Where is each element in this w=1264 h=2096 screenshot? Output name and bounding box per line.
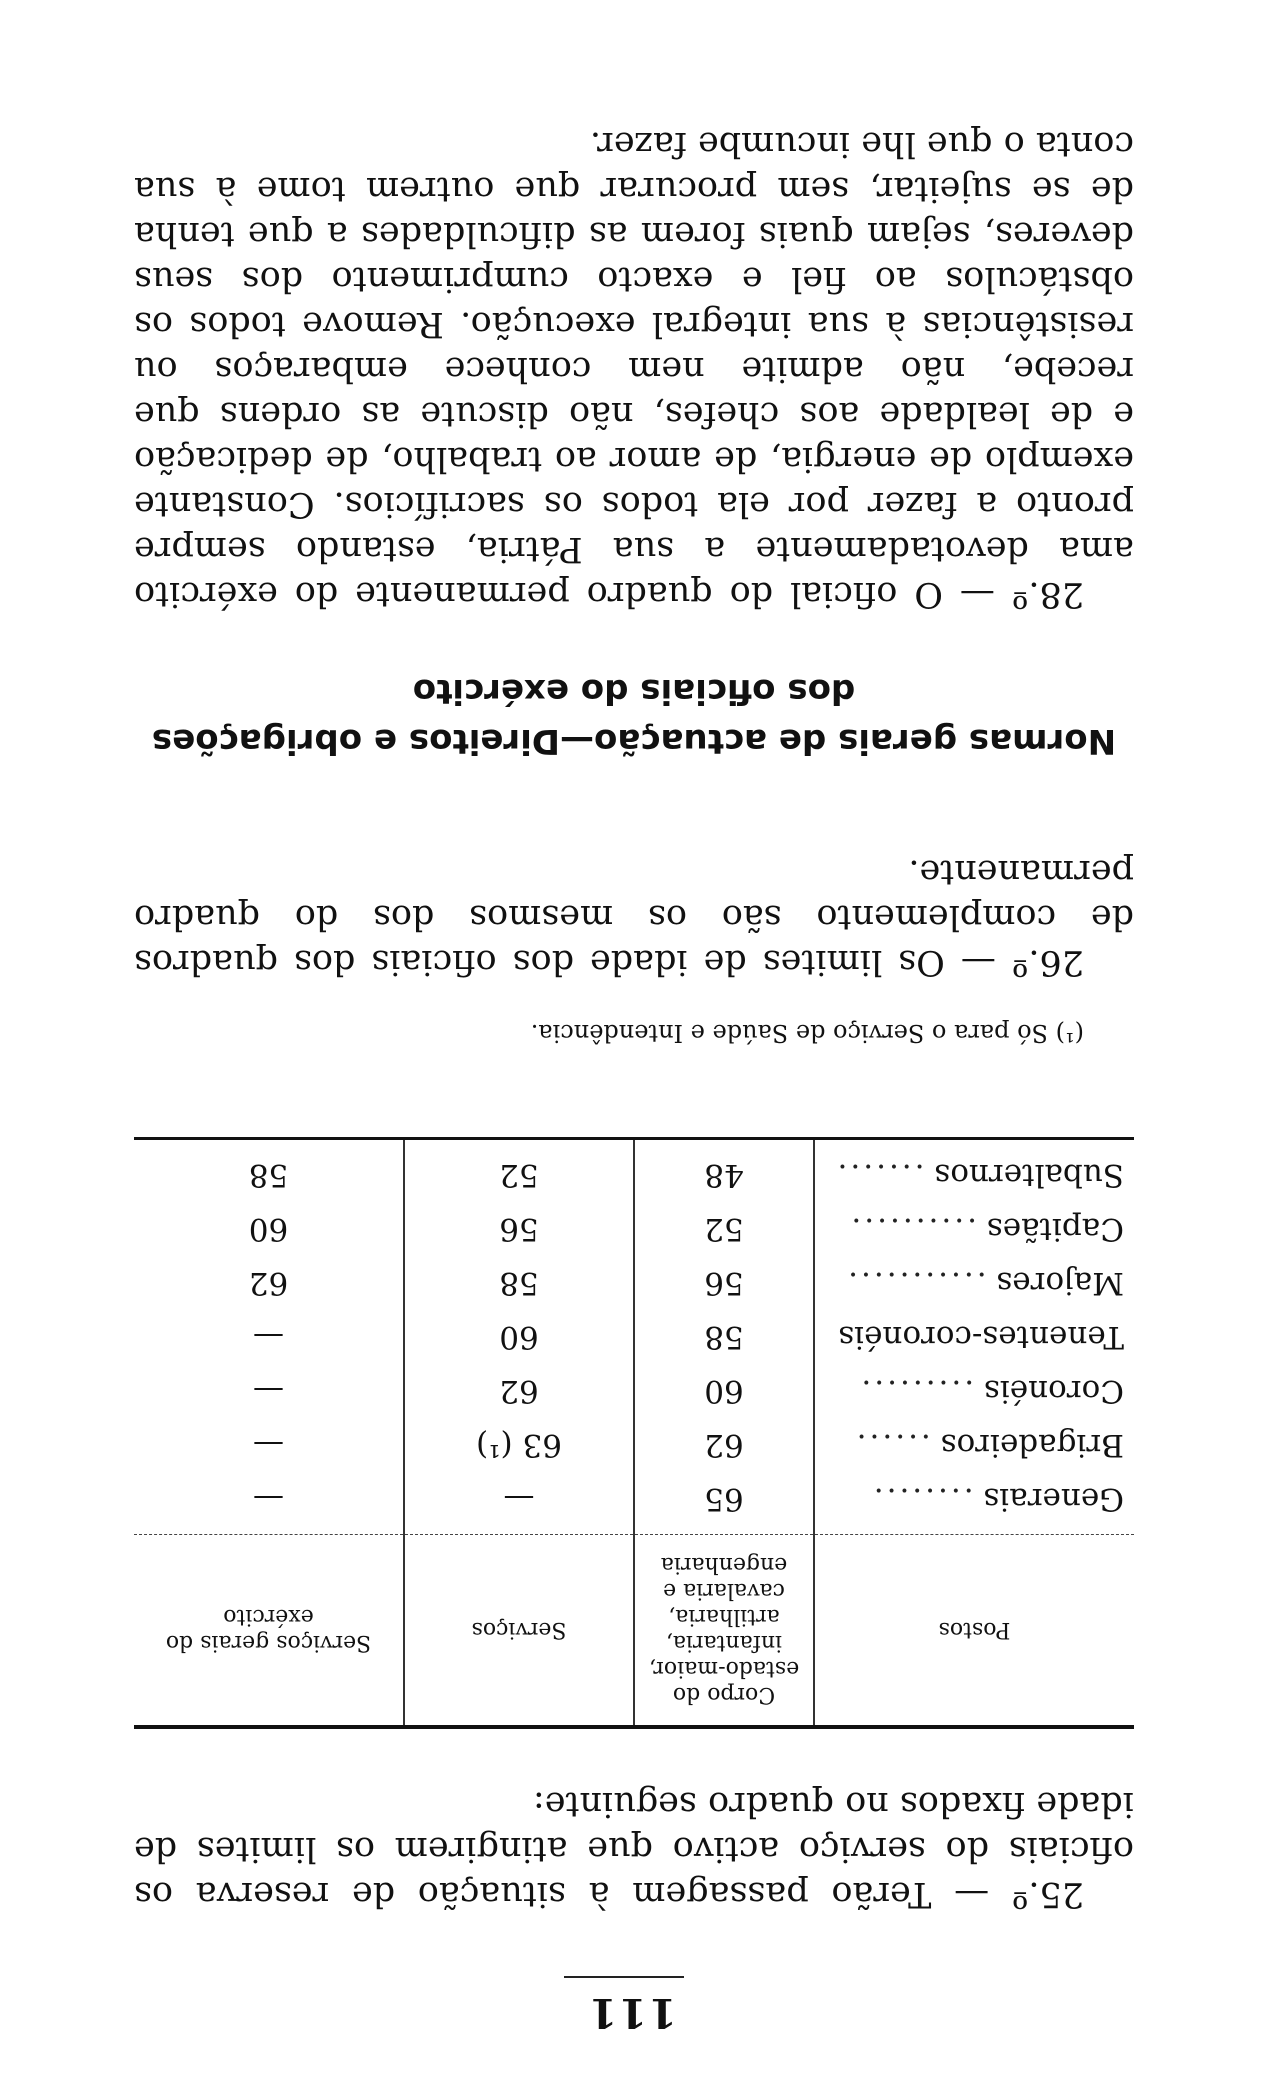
servicos-cell: 60 — [404, 1310, 634, 1364]
gerais-cell: 58 — [134, 1139, 404, 1203]
section-heading — [134, 666, 1134, 766]
table-header-row — [134, 1535, 1134, 1728]
corpo-cell: 58 — [634, 1310, 814, 1364]
dot-leader: ....... — [834, 1157, 925, 1193]
paragraph-25: 25.º — Terão passagem à situação de reserva os oficiais do serviço activo que atingirem os limites de idade fixados no quadro seguinte: — [134, 1784, 1134, 1914]
table-row — [134, 1418, 1134, 1472]
rank-label: Coronéis — [984, 1373, 1124, 1409]
table-row — [134, 1310, 1134, 1364]
rank-cell — [814, 1418, 1134, 1472]
rank-label: Tenentes-coronéis — [838, 1319, 1124, 1355]
servicos-cell: — — [404, 1472, 634, 1535]
age-limits-table-wrapper — [134, 1137, 1134, 1729]
gerais-cell: 60 — [134, 1202, 404, 1256]
gerais-cell: — — [134, 1364, 404, 1418]
rank-cell — [814, 1256, 1134, 1310]
table-footnote: (¹) Só para o Serviço de Saúde e Intendência. — [530, 1019, 1084, 1047]
header-servicos-gerais: Serviços gerais do exército — [134, 1535, 404, 1728]
table-row — [134, 1139, 1134, 1203]
header-corpo: Corpo do estado-maior, infantaria, artilharia, cavalaria e engenharia — [634, 1535, 814, 1728]
corpo-cell: 48 — [634, 1139, 814, 1203]
dot-leader: ......... — [858, 1373, 975, 1409]
table-row — [134, 1472, 1134, 1535]
gerais-cell: — — [134, 1418, 404, 1472]
dot-leader: ........ — [870, 1481, 974, 1517]
corpo-cell: 52 — [634, 1202, 814, 1256]
page-number-rule — [564, 1976, 684, 1978]
rank-label: Brigadeiros — [940, 1427, 1124, 1463]
age-limits-table — [134, 1137, 1134, 1729]
rank-label: Subalternos — [934, 1157, 1124, 1193]
rank-label: Generais — [983, 1481, 1124, 1517]
corpo-cell: 56 — [634, 1256, 814, 1310]
header-servicos: Serviços — [404, 1535, 634, 1728]
servicos-cell: 63 (¹) — [404, 1418, 634, 1472]
dot-leader: .......... — [848, 1211, 977, 1247]
corpo-cell: 65 — [634, 1472, 814, 1535]
header-postos: Postos — [814, 1535, 1134, 1728]
gerais-cell: — — [134, 1310, 404, 1364]
table-row — [134, 1364, 1134, 1418]
section-heading-line-1: Normas gerais de actuação—Direitos e obrigações — [151, 721, 1117, 761]
rank-cell — [814, 1472, 1134, 1535]
gerais-cell: — — [134, 1472, 404, 1535]
corpo-cell: 62 — [634, 1418, 814, 1472]
section-heading-line-2: dos oficiais do exército — [412, 671, 856, 711]
rank-cell — [814, 1364, 1134, 1418]
paragraph-28: 28.º — O oficial do quadro permanente do exército ama devotadamente a sua Pátria, estando sempre pronto a fazer por ela todos os sacrifícios. Constante exemplo de energia, de amor ao trabalho, de dedicação e de lealdade aos chefes, não discute as ordens que recebe, não admite nem conhece embaraços ou resistências à sua integral execução. Remove todos os obstáculos ao fiel e exacto cumprimento dos seus deveres, sejam quais forem as dificuldades a que tenha de se sujeitar, sem procurar que outrem tome à sua conta o que lhe incumbe fazer. — [134, 124, 1134, 614]
table-row — [134, 1202, 1134, 1256]
rank-cell — [814, 1310, 1134, 1364]
rank-cell — [814, 1202, 1134, 1256]
paragraph-26: 26.º — Os limites de idade dos oficiais dos quadros de complemento são os mesmos dos do quadro permanente. — [134, 852, 1134, 982]
gerais-cell: 62 — [134, 1256, 404, 1310]
servicos-cell: 58 — [404, 1256, 634, 1310]
corpo-cell: 60 — [634, 1364, 814, 1418]
rank-cell — [814, 1139, 1134, 1203]
servicos-cell: 62 — [404, 1364, 634, 1418]
rank-label: Capitães — [986, 1211, 1124, 1247]
rank-label: Majores — [996, 1265, 1124, 1301]
table-row — [134, 1256, 1134, 1310]
dot-leader: ........... — [845, 1265, 987, 1301]
servicos-cell: 56 — [404, 1202, 634, 1256]
servicos-cell: 52 — [404, 1139, 634, 1203]
page-number: 111 — [587, 1989, 677, 2036]
dot-leader: ...... — [853, 1427, 931, 1463]
